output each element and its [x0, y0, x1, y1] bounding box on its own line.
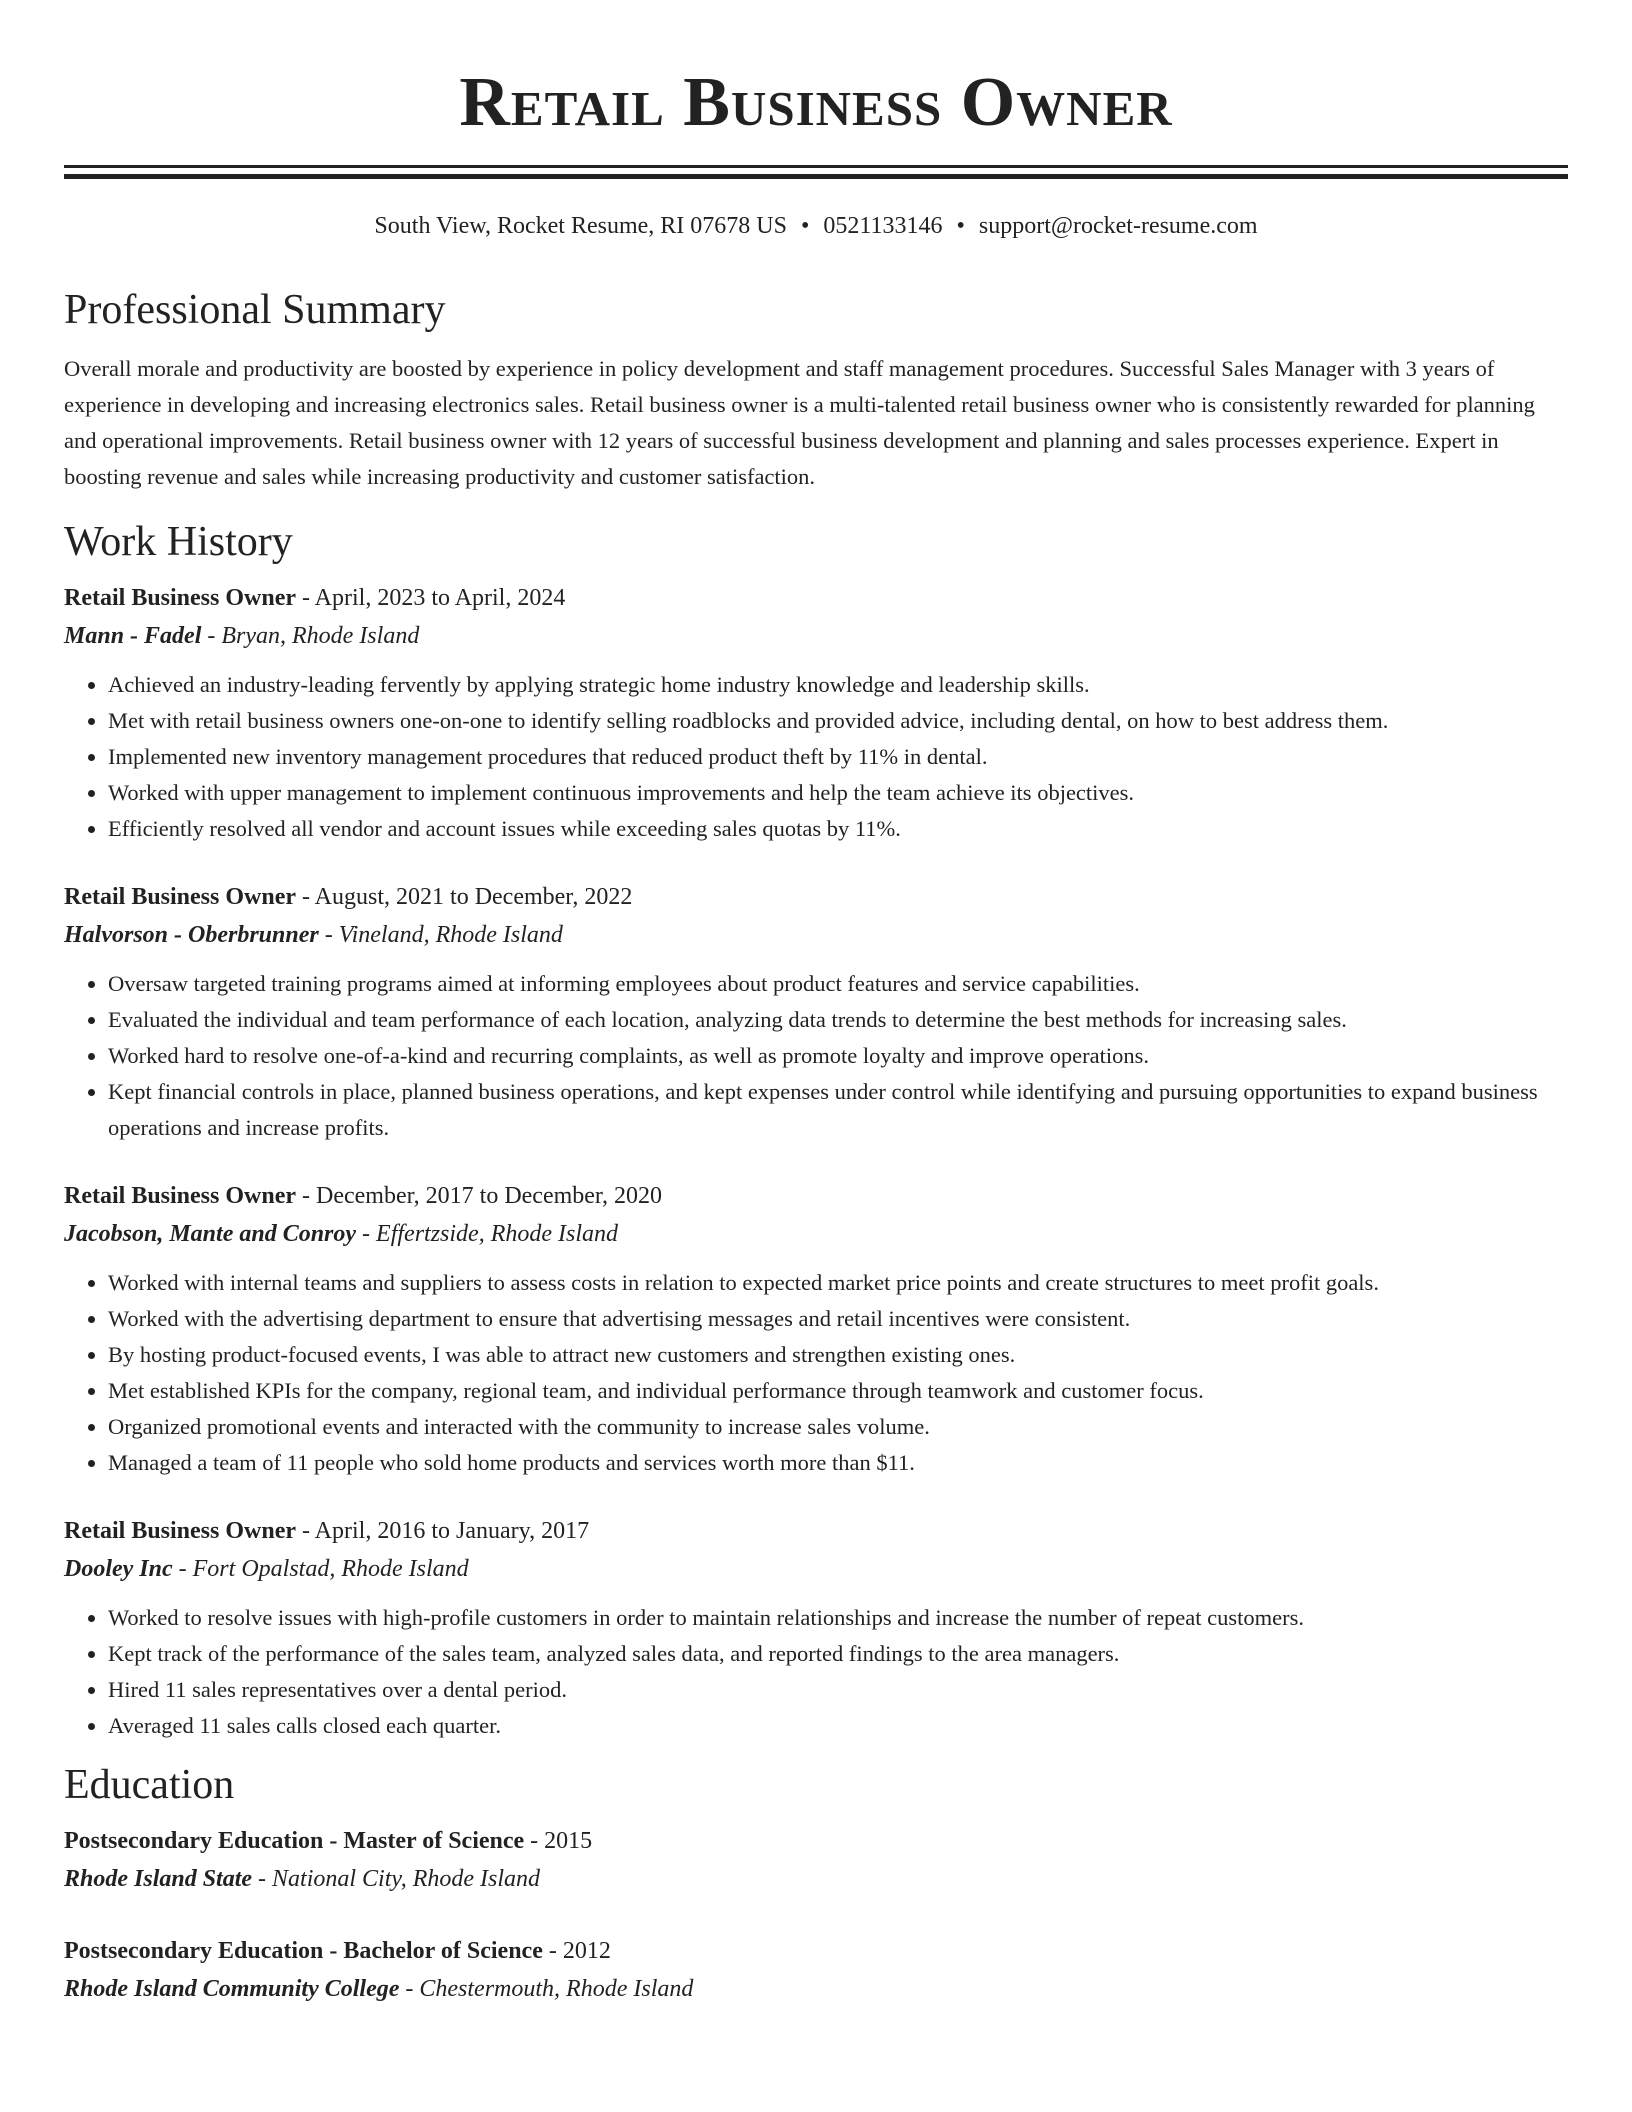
job-bullet: • By hosting product-focused events, I was able to attract new customers and strengthen existing ones.	[108, 1337, 1568, 1373]
job-bullet: • Averaged 11 sales calls closed each quarter.	[108, 1708, 1568, 1744]
job-company: Halvorson - Oberbrunner	[64, 922, 319, 948]
job-entry	[64, 1177, 1568, 1481]
education-school: Rhode Island State	[64, 1866, 253, 1892]
job-bullet: • Worked to resolve issues with high-profile customers in order to maintain relationships and increase the number of repeat customers.	[108, 1600, 1568, 1636]
job-dates: - April, 2023 to April, 2024	[296, 585, 566, 611]
job-dates: - August, 2021 to December, 2022	[296, 884, 633, 910]
job-bullet: • Worked hard to resolve one-of-a-kind and recurring complaints, as well as promote loyalty and improve operations.	[108, 1038, 1568, 1074]
job-bullet-list	[64, 966, 1568, 1146]
job-bullet: • Worked with the advertising department to ensure that advertising messages and retail incentives were consistent.	[108, 1301, 1568, 1337]
education-header	[64, 1932, 1568, 1970]
job-bullet: • Managed a team of 11 people who sold home products and services worth more than $11.	[108, 1445, 1568, 1481]
job-header	[64, 878, 1568, 916]
job-bullet: • Implemented new inventory management procedures that reduced product theft by 11% in dental.	[108, 739, 1568, 775]
header-divider-top	[64, 165, 1568, 168]
job-bullet: • Oversaw targeted training programs aimed at informing employees about product features and service capabilities.	[108, 966, 1568, 1002]
job-bullet: • Met established KPIs for the company, regional team, and individual performance through teamwork and customer focus.	[108, 1373, 1568, 1409]
job-header	[64, 1177, 1568, 1215]
header-divider-bottom	[64, 174, 1568, 179]
job-bullet: • Met with retail business owners one-on-one to identify selling roadblocks and provided advice, including dental, on how to best address them.	[108, 703, 1568, 739]
contact-email[interactable]: support@rocket-resume.com	[978, 213, 1258, 239]
job-dates: - April, 2016 to January, 2017	[296, 1518, 590, 1544]
job-location: - Bryan, Rhode Island	[201, 623, 420, 649]
work-history-heading: Work History	[64, 519, 293, 565]
summary-heading: Professional Summary	[64, 287, 446, 333]
education-location: - National City, Rhode Island	[252, 1866, 541, 1892]
education-year: - 2015	[524, 1828, 593, 1854]
job-bullet: • Kept track of the performance of the sales team, analyzed sales data, and reported findings to the area managers.	[108, 1636, 1568, 1672]
contact-address: South View, Rocket Resume, RI 07678 US	[374, 213, 787, 239]
contact-line	[64, 211, 1568, 241]
job-bullet: • Organized promotional events and interacted with the community to increase sales volume.	[108, 1409, 1568, 1445]
contact-phone: 0521133146	[823, 213, 943, 239]
job-company: Jacobson, Mante and Conroy	[64, 1221, 357, 1247]
contact-separator: •	[800, 213, 810, 239]
job-bullet-list	[64, 1600, 1568, 1744]
job-company: Dooley Inc	[64, 1556, 173, 1582]
job-bullet: • Evaluated the individual and team performance of each location, analyzing data trends to determine the best methods for increasing sales.	[108, 1002, 1568, 1038]
education-header	[64, 1822, 1568, 1860]
education-degree: Postsecondary Education - Bachelor of Science	[64, 1938, 543, 1964]
job-bullet: • Hired 11 sales representatives over a dental period.	[108, 1672, 1568, 1708]
job-entry	[64, 1512, 1568, 1744]
job-bullet: • Worked with upper management to implement continuous improvements and help the team achieve its objectives.	[108, 775, 1568, 811]
job-entry	[64, 878, 1568, 1146]
education-entry	[64, 1822, 1568, 1898]
job-bullet: • Achieved an industry-leading fervently by applying strategic home industry knowledge and leadership skills.	[108, 667, 1568, 703]
job-title: Retail Business Owner	[64, 1518, 297, 1544]
job-location: - Vineland, Rhode Island	[318, 922, 563, 948]
job-location: - Fort Opalstad, Rhode Island	[172, 1556, 469, 1582]
job-entry	[64, 579, 1568, 847]
job-dates: - December, 2017 to December, 2020	[296, 1183, 662, 1209]
job-employer	[64, 617, 1568, 655]
job-company: Mann - Fadel	[64, 623, 202, 649]
job-title: Retail Business Owner	[64, 884, 297, 910]
contact-separator: •	[956, 213, 965, 239]
education-school: Rhode Island Community College	[64, 1976, 400, 2002]
job-bullet-list	[64, 1265, 1568, 1481]
job-employer	[64, 916, 1568, 954]
education-location: - Chestermouth, Rhode Island	[399, 1976, 694, 2002]
job-bullet: • Efficiently resolved all vendor and account issues while exceeding sales quotas by 11%.	[108, 811, 1568, 847]
education-entry	[64, 1932, 1568, 2008]
education-institution	[64, 1860, 1568, 1898]
job-employer	[64, 1215, 1568, 1253]
education-institution	[64, 1970, 1568, 2008]
education-heading: Education	[64, 1762, 235, 1808]
job-title: Retail Business Owner	[64, 585, 297, 611]
job-header	[64, 1512, 1568, 1550]
education-year: - 2012	[542, 1938, 611, 1964]
job-bullet: • Kept financial controls in place, planned business operations, and kept expenses under control while identifying and pursuing opportunities to expand business operations and increase profits.	[108, 1074, 1568, 1146]
job-header	[64, 579, 1568, 617]
job-bullet: • Worked with internal teams and suppliers to assess costs in relation to expected market price points and create structures to meet profit goals.	[108, 1265, 1568, 1301]
job-bullet-list	[64, 667, 1568, 847]
candidate-name: Retail Business Owner	[459, 64, 1173, 141]
resume-page	[64, 0, 1568, 2008]
job-title: Retail Business Owner	[64, 1183, 297, 1209]
job-location: - Effertzside, Rhode Island	[356, 1221, 619, 1247]
job-employer	[64, 1550, 1568, 1588]
summary-text: Overall morale and productivity are boosted by experience in policy development and staff management procedures. Successful Sales Manager with 3 years of experience in developing and increasing electronics sales. Retail business owner is a multi-talented retail business owner who is consistently rewarded for planning and operational improvements. Retail business owner with 12 years of successful business development and planning and sales processes experience. Expert in boosting revenue and sales while increasing productivity and customer satisfaction.	[64, 356, 1535, 489]
education-degree: Postsecondary Education - Master of Science	[64, 1828, 525, 1854]
